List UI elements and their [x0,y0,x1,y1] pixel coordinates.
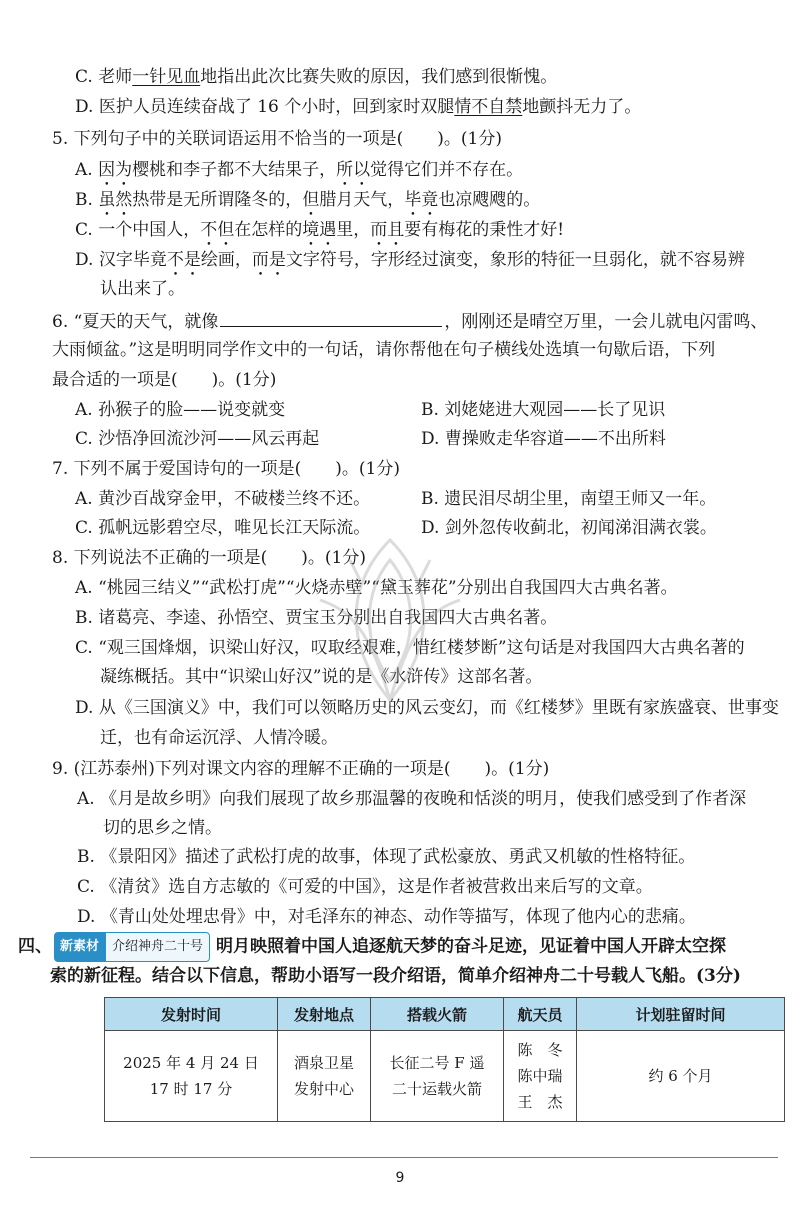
q6-option-d: D. 曹操败走华容道——不出所料 [421,429,666,449]
q6-option-c: C. 沙悟净回流沙河——风云再起 [75,429,320,449]
q7-stem: 7. 下列不属于爱国诗句的一项是( )。(1分) [52,459,400,479]
cell-rocket: 长征二号 F 遥 二十运载火箭 [371,1031,504,1122]
q5-option-a: A. 因为樱桃和李子都不大结果子，所以觉得它们并不存在。 [75,160,524,180]
q6-stem-line1: 6. “夏天的天气，就像 ，刚刚还是晴空万里，一会儿就电闪雷鸣、 [52,308,767,334]
header-rocket: 搭载火箭 [371,998,504,1031]
q7-option-a: A. 黄沙百战穿金甲，不破楼兰终不还。 [75,489,371,509]
q9-option-a-line2: 切的思乡之情。 [103,818,222,838]
q9-stem: 9. (江苏泰州)下列对课文内容的理解不正确的一项是( )。(1分) [52,759,550,779]
section-number: 四、 [18,936,52,957]
q5-option-c: C. 一个中国人，不但在怎样的境遇里，而且要有梅花的秉性才好! [75,220,565,240]
header-launch-site: 发射地点 [278,998,371,1031]
table-row [105,1031,785,1122]
q9-option-d: D. 《青山处处埋忠骨》中，对毛泽东的神态、动作等描写，体现了他内心的悲痛。 [77,907,696,927]
cell-launch-time: 2025 年 4 月 24 日 17 时 17 分 [105,1031,278,1122]
q5-option-d-line1: D. 汉字毕竟不是绘画，而是文字符号，字形经过演变，象形的特征一旦弱化，就不容易辨 [75,250,745,270]
q6-stem-line3: 最合适的一项是( )。(1分) [52,370,277,390]
q6-stem-line2: 大雨倾盆。”这是明明同学作文中的一句话，请你帮他在句子横线处选填一句歇后语，下列 [52,340,716,360]
header-stay-duration: 计划驻留时间 [577,998,785,1031]
q8-option-a: A. “桃园三结义”“武松打虎”“火烧赤壁”“黛玉葬花”分别出自我国四大古典名著。 [75,578,678,598]
q4-option-c: C. 老师一针见血地指出此次比赛失败的原因，我们感到很惭愧。 [75,67,558,87]
q9-option-b: B. 《景阳冈》描述了武松打虎的故事，体现了武松豪放、勇武又机敏的性格特征。 [77,847,696,867]
page-number: 9 [395,1170,405,1186]
cell-astronauts: 陈 冬 陈中瑞 王 杰 [504,1031,577,1122]
q8-option-d-line2: 迁，也有命运沉浮、人情冷暖。 [100,728,338,748]
q8-stem: 8. 下列说法不正确的一项是( )。(1分) [52,548,366,568]
footer-divider [30,1157,778,1158]
header-launch-time: 发射时间 [105,998,278,1031]
q4-option-d: D. 医护人员连续奋战了 16 个小时，回到家时双腿情不自禁地颤抖无力了。 [75,97,642,117]
q7-option-c: C. 孤帆远影碧空尽，唯见长江天际流。 [75,518,371,538]
q5-stem: 5. 下列句子中的关联词语运用不恰当的一项是( )。(1分) [52,129,502,149]
cell-stay-duration: 约 6 个月 [577,1031,785,1122]
q8-option-b: B. 诸葛亮、李逵、孙悟空、贾宝玉分别出自我国四大古典名著。 [75,608,558,628]
q5-option-b: B. 虽然热带是无所谓隆冬的，但腊月天气，毕竟也凉飕飕的。 [75,190,541,210]
launch-info-table [104,997,785,1122]
header-astronauts: 航天员 [504,998,577,1031]
q9-option-a-line1: A. 《月是故乡明》向我们展现了故乡那温馨的夜晚和恬淡的明月，使我们感受到了作者深 [77,789,747,809]
q7-option-b: B. 遗民泪尽胡尘里，南望王师又一年。 [421,489,717,509]
q5-option-d-line2: 认出来了。 [100,279,185,299]
q9-option-c: C. 《清贫》选自方志敏的《可爱的中国》，这是作者被营救出来后写的文章。 [77,877,653,897]
q8-option-d-line1: D. 从《三国演义》中，我们可以领略历史的风云变幻，而《红楼梦》里既有家族盛衰、世事变 [75,698,779,718]
q8-option-c-line1: C. “观三国烽烟，识梁山好汉，叹取经艰难，惜红楼梦断”这句话是对我国四大古典名著的 [75,638,745,658]
section-4-heading: 四、 新素材 介绍神舟二十号 明月映照着中国人追逐航天梦的奋斗足迹，见证着中国人开辟太空探 索的新征程。结合以下信息，帮助小语写一段介绍语，简单介绍神舟二十号载人飞船。(3分) [18,932,788,990]
cell-launch-site: 酒泉卫星 发射中心 [278,1031,371,1122]
answer-blank[interactable] [220,308,442,327]
q7-option-d: D. 剑外忽传收蓟北，初闻涕泪满衣裳。 [421,518,717,538]
new-material-tag: 新素材 介绍神舟二十号 [54,932,210,962]
q8-option-c-line2: 凝练概括。其中“识梁山好汉”说的是《水浒传》这部名著。 [100,667,543,687]
q6-option-a: A. 孙猴子的脸——说变就变 [75,400,286,420]
q6-option-b: B. 刘姥姥进大观园——长了见识 [421,400,666,420]
table-header-row [105,998,785,1031]
